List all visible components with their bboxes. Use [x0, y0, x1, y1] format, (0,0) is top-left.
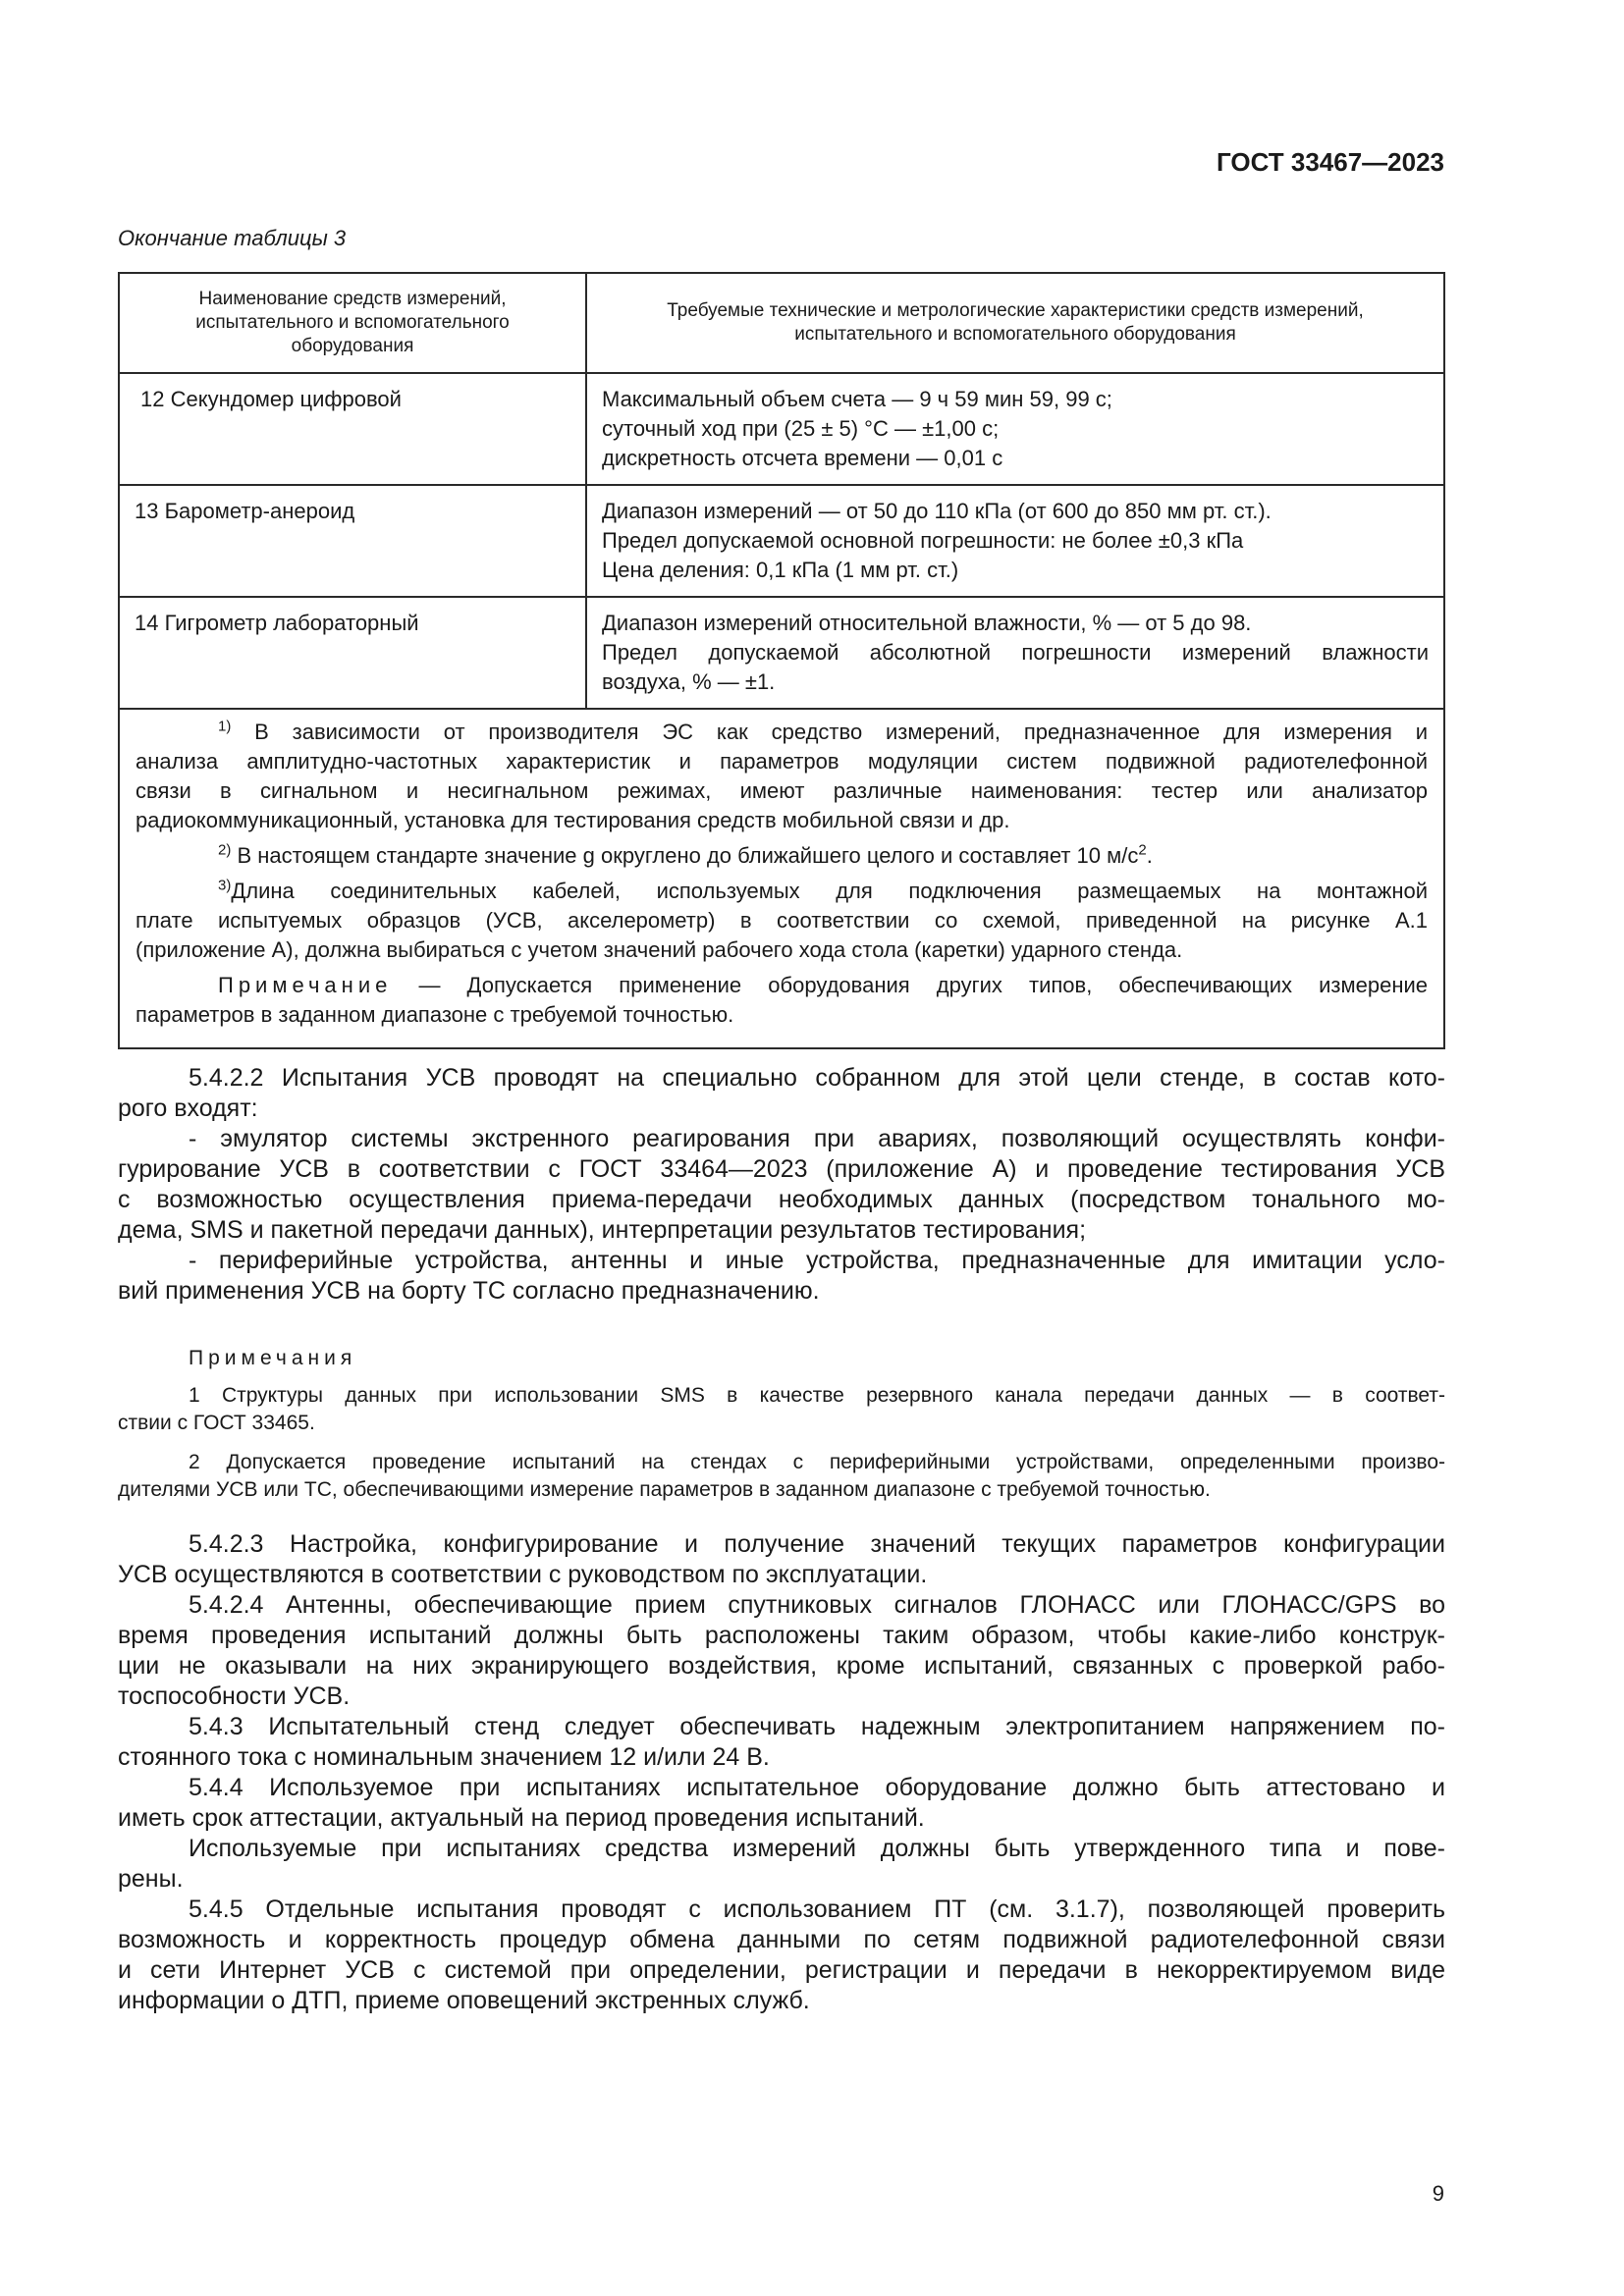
footnote-line: [135, 841, 1428, 871]
text-line: 5.4.3 Испытательный стенд следует обеспечивать надежным электропитанием напряжением по-: [189, 1713, 1445, 1740]
specs-table: [118, 272, 1445, 1049]
header-line: испытательного и вспомогательного оборудования: [794, 324, 1236, 345]
row-spec-cell: [586, 373, 1444, 485]
document-code: ГОСТ 33467—2023: [1217, 147, 1444, 177]
table-header-col1: [119, 273, 586, 373]
text-line: Используемые при испытаниях средства измерений должны быть утвержденного типа и пове-: [189, 1835, 1445, 1862]
paragraph-5-4-2-3: [118, 1529, 1445, 1590]
text-line: информации о ДТП, приеме оповещений экстренных служб.: [118, 1987, 810, 2014]
text-line: возможность и корректность процедур обмена данными по сетям подвижной радиотелефонной связи: [118, 1926, 1445, 1953]
body-text-2: [118, 1529, 1445, 2016]
text-line: стоянного тока с номинальным значением 12 и/или 24 В.: [118, 1743, 770, 1771]
text-line: 5.4.2.2 Испытания УСВ проводят на специально собранном для этой цели стенде, в состав кото-: [189, 1064, 1445, 1092]
header-line: оборудования: [291, 336, 414, 356]
text-line: тоспособности УСВ.: [118, 1682, 351, 1710]
text-line: 5.4.5 Отдельные испытания проводят с использованием ПТ (см. 3.1.7), позволяющей проверить: [189, 1896, 1445, 1923]
footnote-line: связи в сигнальном и несигнальном режимах, имеют различные наименования: тестер или анализатор: [135, 778, 1428, 803]
list-item-emulator: [118, 1124, 1445, 1246]
footnote-3: [135, 877, 1428, 965]
footnote-1: [135, 718, 1428, 835]
row-spec: [588, 599, 1442, 707]
header-line: испытательного и вспомогательного: [195, 312, 510, 333]
list-item-peripherals: [118, 1246, 1445, 1307]
text-line: 2 Допускается проведение испытаний на стендах с периферийными устройствами, определенными произво-: [189, 1451, 1445, 1473]
table-header-col2: [586, 273, 1444, 373]
note-line: [135, 971, 1428, 1000]
footnote-line: анализа амплитудно-частотных характеристик и параметров модуляции систем подвижной радиотелефонной: [135, 749, 1428, 774]
footnote-line: [135, 718, 1428, 747]
text-line: и сети Интернет УСВ с системой при определении, регистрации и передачи в некорректируемом виде: [118, 1956, 1445, 1984]
paragraph-5-4-5: [118, 1895, 1445, 2016]
body-text: [118, 1063, 1445, 1307]
footnote-text-end: .: [1146, 843, 1153, 868]
exponent: 2: [1138, 841, 1147, 859]
note-label: Примечание: [218, 973, 393, 997]
text-line: 5.4.4 Используемое при испытаниях испытательное оборудование должно быть аттестовано и: [189, 1774, 1445, 1801]
row-name-cell: [119, 485, 586, 597]
table-note: [135, 971, 1428, 1030]
row-name-cell: [119, 373, 586, 485]
spec-line: Максимальный объем счета — 9 ч 59 мин 59, 99 с;: [602, 387, 1112, 411]
footnote-line: (приложение А), должна выбираться с учетом значений рабочего хода стола (каретки) ударного стенда.: [135, 937, 1183, 962]
spec-line: дискретность отсчета времени — 0,01 с: [602, 446, 1003, 470]
footnote-line: радиокоммуникационный, установка для тестирования средств мобильной связи и др.: [135, 808, 1010, 832]
paragraph-5-4-3: [118, 1712, 1445, 1773]
table-row: [119, 597, 1444, 709]
footnote-line: [135, 877, 1428, 906]
text-line: дителями УСВ или ТС, обеспечивающими измерение параметров в заданном диапазоне с требуемой точностью.: [118, 1478, 1211, 1501]
spec-line: Диапазон измерений — от 50 до 110 кПа (от 600 до 850 мм рт. ст.).: [602, 499, 1272, 523]
notes-block: [118, 1345, 1445, 1504]
note-text: — Допускается применение оборудования других типов, обеспечивающих измерение: [418, 973, 1428, 997]
table-row: [119, 373, 1444, 485]
spec-line: Цена деления: 0,1 кПа (1 мм рт. ст.): [602, 558, 959, 582]
row-spec: [588, 375, 1442, 483]
row-name: 13 Барометр-анероид: [135, 499, 355, 523]
spec-line: Диапазон измерений относительной влажности, % — от 5 до 98.: [602, 611, 1252, 635]
text-line: рого входят:: [118, 1095, 258, 1122]
paragraph-5-4-2-2: [118, 1063, 1445, 1124]
row-name-cell: [119, 597, 586, 709]
footnote-text: Длина соединительных кабелей, используемых для подключения размещаемых на монтажной: [231, 879, 1428, 903]
header-line: Требуемые технические и метрологические характеристики средств измерений,: [667, 300, 1364, 321]
row-spec-cell: [586, 597, 1444, 709]
paragraph-5-4-4: [118, 1773, 1445, 1834]
footnote-text: В настоящем стандарте значение g округлено до ближайшего целого и составляет 10 м/с: [237, 843, 1139, 868]
table-caption: Окончание таблицы 3: [118, 226, 347, 250]
footnote-text: В зависимости от производителя ЭС как средство измерений, предназначенное для измерения и: [254, 720, 1428, 744]
table-header-row: [119, 273, 1444, 373]
text-line: 5.4.2.3 Настройка, конфигурирование и получение значений текущих параметров конфигурации: [189, 1530, 1445, 1558]
text-line: 1 Структуры данных при использовании SMS в качестве резервного канала передачи данных — в соответ-: [189, 1384, 1445, 1407]
header-line: Наименование средств измерений,: [198, 289, 507, 309]
table-notes-row: [119, 709, 1444, 1048]
footnote-line: плате испытуемых образцов (УСВ, акселерометр) в соответствии со схемой, приведенной на рисунке А.1: [135, 908, 1428, 933]
row-name: 14 Гигрометр лабораторный: [135, 611, 419, 635]
text-line: иметь срок аттестации, актуальный на период проведения испытаний.: [118, 1804, 925, 1832]
text-line: вий применения УСВ на борту ТС согласно предназначению.: [118, 1277, 820, 1305]
note-line: параметров в заданном диапазоне с требуемой точностью.: [135, 1002, 734, 1027]
text-line: - эмулятор системы экстренного реагирования при авариях, позволяющий осуществлять конфи-: [189, 1125, 1445, 1152]
row-name: 12 Секундомер цифровой: [140, 387, 402, 411]
text-line: УСВ осуществляются в соответствии с руководством по эксплуатации.: [118, 1561, 928, 1588]
spec-line: воздуха, % — ±1.: [602, 669, 776, 694]
text-line: гурирование УСВ в соответствии с ГОСТ 33464—2023 (приложение А) и проведение тестирования УСВ: [118, 1155, 1445, 1183]
text-line: рены.: [118, 1865, 184, 1893]
paragraph-measuring-means: [118, 1834, 1445, 1895]
notes-label: Примечания: [189, 1347, 357, 1369]
note-1: [118, 1382, 1445, 1437]
text-line: ствии с ГОСТ 33465.: [118, 1412, 315, 1434]
table-notes: [119, 709, 1444, 1048]
table-row: [119, 485, 1444, 597]
spec-line: Предел допускаемой основной погрешности: не более ±0,3 кПа: [602, 528, 1244, 553]
text-line: время проведения испытаний должны быть расположены таким образом, чтобы какие-либо конструк-: [118, 1622, 1445, 1649]
text-line: - периферийные устройства, антенны и иные устройства, предназначенные для имитации усло-: [189, 1247, 1445, 1274]
text-line: дема, SMS и пакетной передачи данных), интерпретации результатов тестирования;: [118, 1216, 1087, 1244]
note-2: [118, 1449, 1445, 1504]
row-spec: [588, 487, 1442, 595]
page-number: 9: [1432, 2181, 1444, 2206]
text-line: с возможностью осуществления приема-передачи необходимых данных (посредством тонального мо-: [118, 1186, 1445, 1213]
footnote-mark: 1): [218, 718, 232, 735]
spec-line: суточный ход при (25 ± 5) °С — ±1,00 с;: [602, 416, 1000, 441]
footnote-mark: 2): [218, 841, 232, 859]
paragraph-5-4-2-4: [118, 1590, 1445, 1712]
text-line: ции не оказывали на них экранирующего воздействия, кроме испытаний, связанных с проверкой рабо-: [118, 1652, 1445, 1680]
row-spec-cell: [586, 485, 1444, 597]
text-line: 5.4.2.4 Антенны, обеспечивающие прием спутниковых сигналов ГЛОНАСС или ГЛОНАСС/GPS во: [189, 1591, 1445, 1619]
footnote-mark: 3): [218, 877, 232, 894]
footnote-2: [135, 841, 1428, 871]
spec-line: Предел допускаемой абсолютной погрешности измерений влажности: [602, 640, 1429, 665]
